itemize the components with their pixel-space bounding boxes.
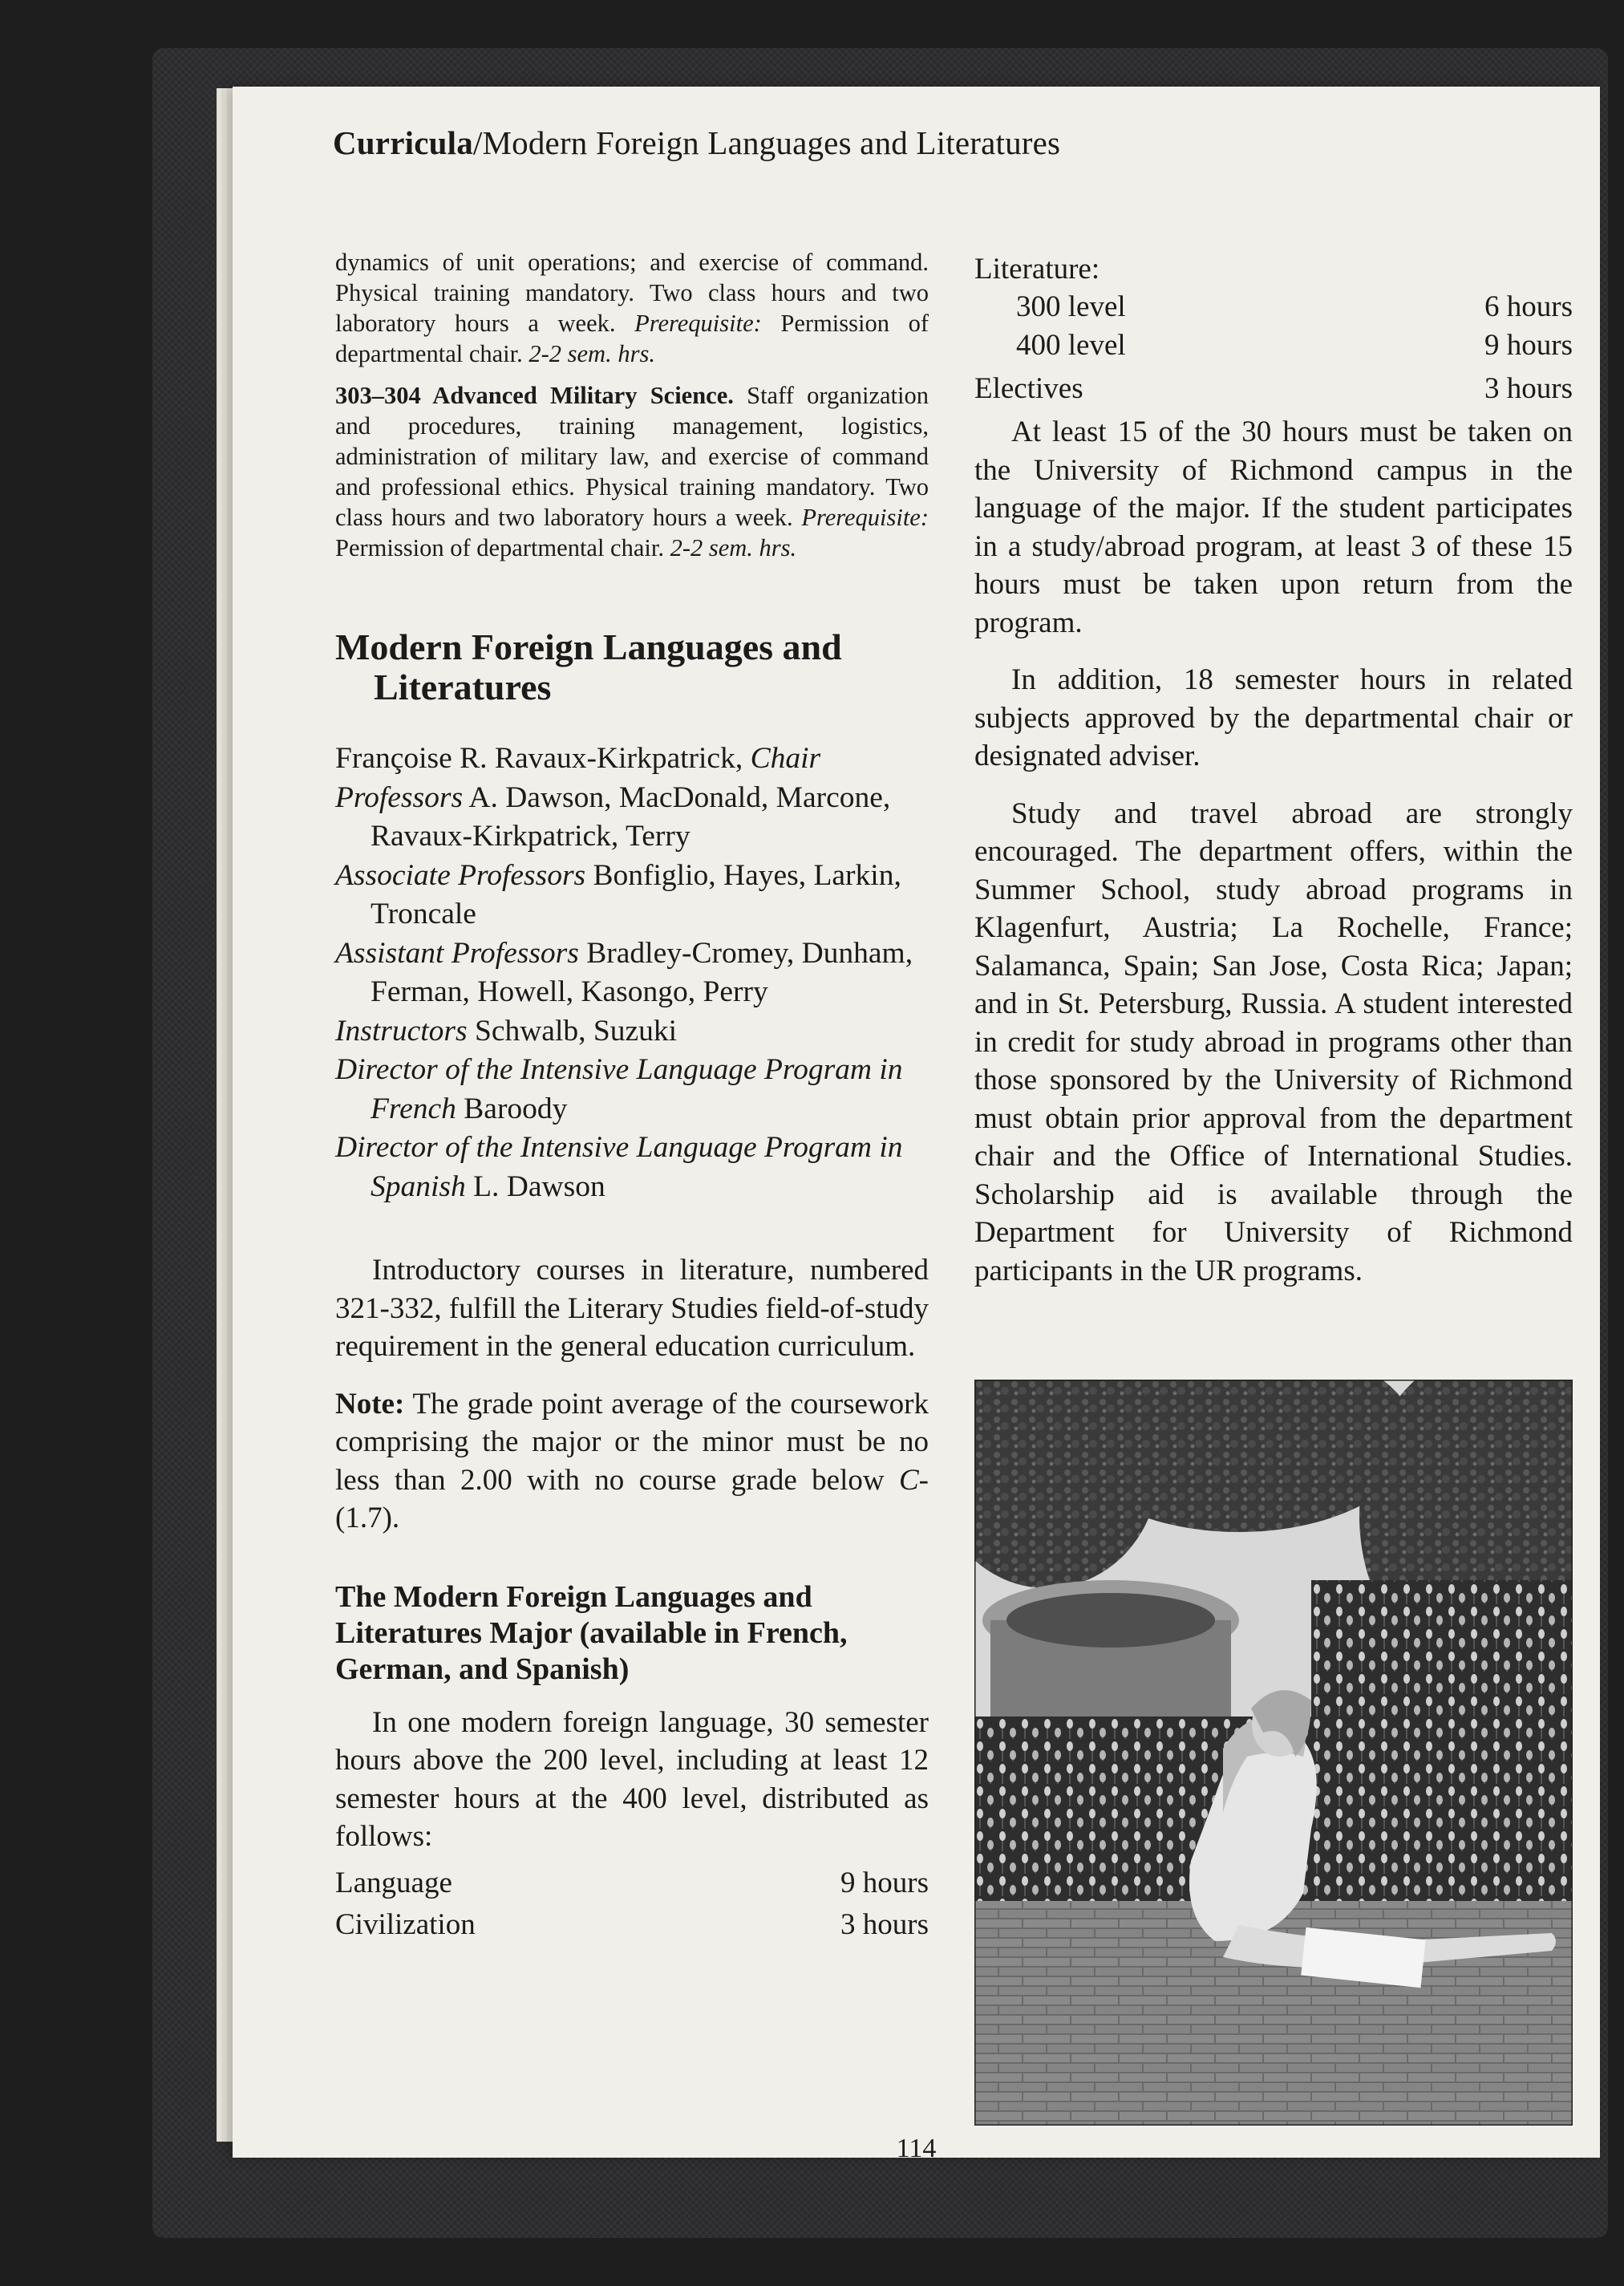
faculty-names: A. Dawson, MacDonald, Marcone, Ravaux-Kirkpatrick, Terry <box>371 780 891 853</box>
right-column <box>974 251 1573 1290</box>
faculty-director-spanish <box>335 1129 929 1206</box>
note-grade: C- <box>899 1463 929 1497</box>
course-303-304 <box>335 380 929 563</box>
continued-credit: 2-2 sem. hrs. <box>529 340 655 367</box>
major-paragraph: In one modern foreign language, 30 semester hours above the 200 level, including at least 12 semester hours at the 400 level, distributed as follows: <box>335 1705 929 1853</box>
residency-paragraph: At least 15 of the 30 hours must be taken on the University of Richmond campus in the language of the major. If the student participates in a study/abroad program, at least 3 of these 15 hours must be taken upon return from the program. <box>974 415 1573 639</box>
faculty-role: Assistant Professors <box>335 936 579 970</box>
major-heading: The Modern Foreign Languages and Literatures Major (available in French, German, and Spanish) <box>335 1579 848 1686</box>
faculty-director-french <box>335 1051 929 1129</box>
literature-label: Literature: <box>974 253 1100 286</box>
faculty-names: Bonfiglio, Hayes, Larkin, Troncale <box>371 858 901 930</box>
faculty-associate-professors <box>335 857 929 934</box>
distribution-row <box>974 288 1573 326</box>
running-head-title: Modern Foreign Languages and Literatures <box>482 124 1061 161</box>
intro-paragraph: Introductory courses in literature, numbered 321-332, fulfill the Literary Studies field-of-study requirement in the general education curriculum. <box>335 1254 929 1363</box>
note-paragraph <box>335 1385 929 1538</box>
course-credit: 2-2 sem. hrs. <box>670 534 797 561</box>
distribution-label: 300 level <box>1016 290 1126 323</box>
note-label: Note: <box>335 1387 405 1421</box>
course-prereq-label: Prerequisite: <box>801 504 929 531</box>
faculty-role: Director of the Intensive Language Program in French <box>335 1053 903 1125</box>
student-reading-photo <box>974 1380 1573 2126</box>
running-head <box>333 124 1060 162</box>
note-text: The grade point average of the coursework comprising the major or the minor must be no less than 2.00 with no course grade below <box>335 1387 929 1497</box>
faculty-chair <box>335 740 929 779</box>
page-number: 114 <box>896 2134 937 2163</box>
distribution-row <box>335 1862 929 1904</box>
distribution-label: Language <box>335 1866 452 1899</box>
continued-course-text: dynamics of unit operations; and exercise of command. Physical training mandatory. Two class hours and two laboratory hours a week. <box>335 249 929 337</box>
faculty-chair-role: Chair <box>750 742 821 775</box>
continued-prereq-label: Prerequisite: <box>634 310 762 337</box>
faculty-list <box>335 740 929 1206</box>
catalog-page <box>233 87 1600 2163</box>
faculty-professors <box>335 779 929 857</box>
distribution-row <box>974 365 1573 413</box>
course-title: 303–304 Advanced Military Science. <box>335 382 734 409</box>
running-head-section: Curricula <box>333 124 473 161</box>
distribution-hours: 3 hours <box>840 1907 929 1941</box>
faculty-role: Associate Professors <box>335 858 586 892</box>
distribution-label: Civilization <box>335 1907 476 1941</box>
electives-label: Electives <box>974 372 1083 405</box>
distribution-row <box>974 326 1573 365</box>
left-column <box>335 247 929 1946</box>
distribution-hours: 9 hours <box>1484 329 1573 362</box>
faculty-names: Schwalb, Suzuki <box>474 1014 678 1048</box>
distribution-label: 400 level <box>1016 329 1126 362</box>
study-abroad-paragraph: Study and travel abroad are strongly encouraged. The department offers, within the Summer School, study abroad programs in Klagenfurt, Austria; La Rochelle, France; Salamanca, Spain; San Jose, Costa Rica; Japan; and in St. Petersburg, Russia. A student interested in credit for study abroad in programs other than those sponsored by the University of Richmond must obtain prior approval from the department chair and the Office of International Studies. Scholarship aid is available through the Department for University of Richmond participants in the UR programs. <box>974 796 1573 1287</box>
faculty-role: Instructors <box>335 1014 468 1048</box>
faculty-role: Professors <box>335 780 464 814</box>
faculty-names: Baroody <box>464 1092 568 1125</box>
faculty-role: Director of the Intensive Language Program in Spanish <box>335 1131 903 1203</box>
faculty-instructors <box>335 1012 929 1052</box>
continued-course-description <box>335 247 929 369</box>
literature-label-row <box>974 251 1573 288</box>
electives-hours: 3 hours <box>1484 372 1573 405</box>
faculty-assistant-professors <box>335 934 929 1012</box>
section-heading: Modern Foreign Languages and Literatures <box>335 626 842 707</box>
distribution-hours: 6 hours <box>1484 290 1573 323</box>
distribution-table <box>335 1862 929 1946</box>
faculty-names: L. Dawson <box>473 1169 605 1203</box>
course-prereq-text: Permission of departmental chair. <box>335 534 664 561</box>
photo-illustration <box>974 1380 1573 2126</box>
running-head-separator: / <box>472 124 483 161</box>
faculty-chair-name: Françoise R. Ravaux-Kirkpatrick, <box>335 742 743 775</box>
faculty-names: Bradley-Cromey, Dunham, Ferman, Howell, Kasongo, Perry <box>371 936 913 1008</box>
course-description: Staff organization and procedures, training management, logistics, administration of military law, and exercise of command and professional ethics. Physical training mandatory. Two class hours and two laboratory hours a week. <box>335 382 929 531</box>
continued-prereq-text: Permission of departmental chair. <box>335 310 929 367</box>
note-grade-number: (1.7). <box>335 1502 400 1534</box>
related-subjects-paragraph: In addition, 18 semester hours in related subjects approved by the departmental chair or designated adviser. <box>974 663 1573 772</box>
distribution-hours: 9 hours <box>840 1866 929 1899</box>
distribution-row <box>335 1904 929 1946</box>
